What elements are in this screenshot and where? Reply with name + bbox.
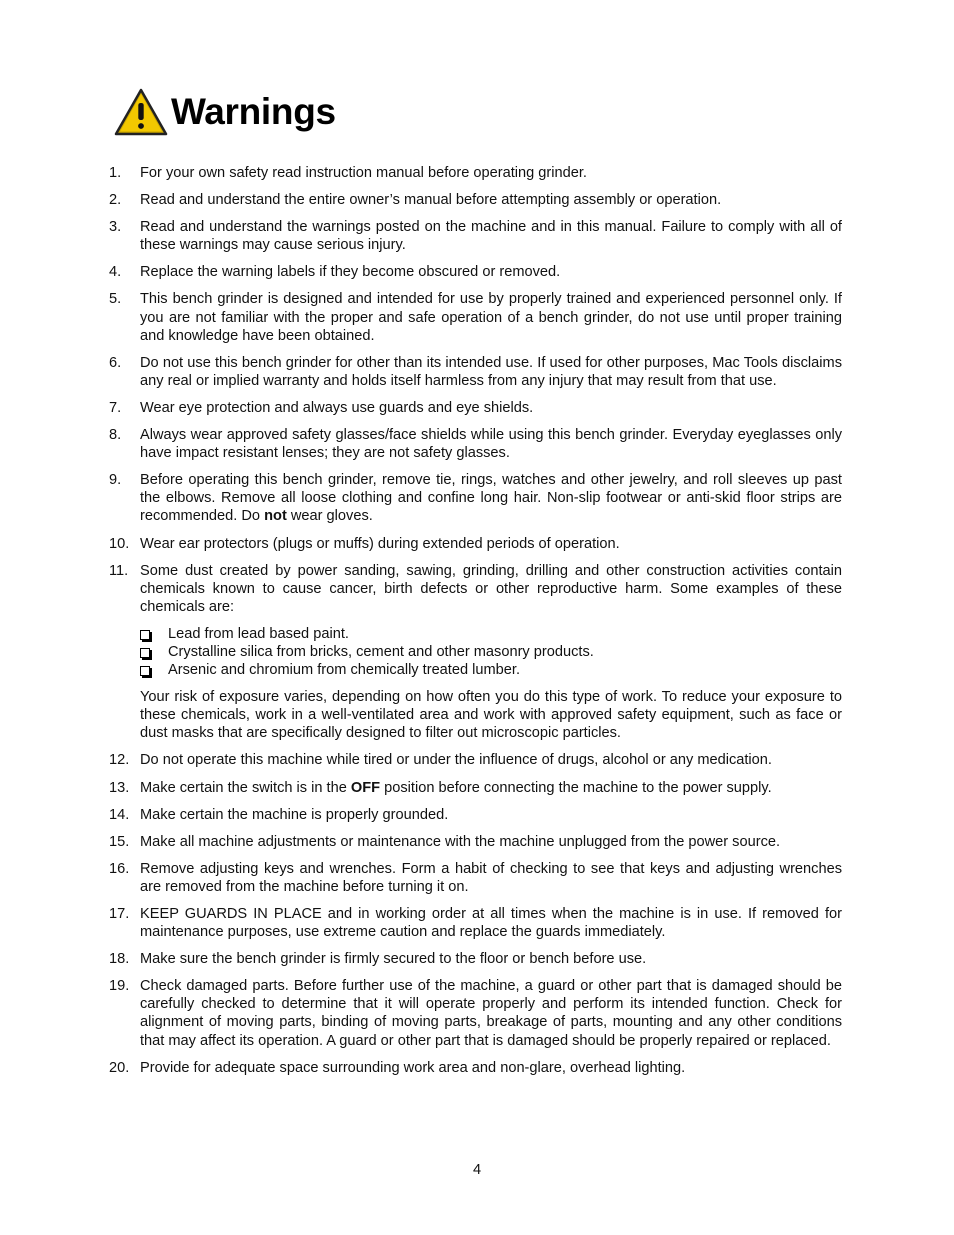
warning-triangle-icon: [113, 87, 169, 137]
item-text: Wear eye protection and always use guards and eye shields.: [140, 399, 534, 416]
warning-item: [109, 779, 842, 797]
chemical-list: [140, 625, 842, 679]
warning-item: [109, 806, 842, 824]
warning-item: [109, 860, 842, 896]
item-number: 5.: [109, 291, 122, 308]
checkbox-bullet-icon: [140, 630, 150, 640]
warning-item: [109, 218, 842, 254]
item-text: Wear ear protectors (plugs or muffs) during extended periods of operation.: [140, 535, 620, 552]
page-number: 4: [472, 1162, 482, 1178]
warning-item: [109, 354, 842, 390]
warning-item: [109, 535, 842, 553]
item-number: 18.: [109, 951, 130, 968]
item-text-part: Make certain the switch is in the: [140, 779, 351, 796]
warning-item: [109, 426, 842, 462]
item-text: Always wear approved safety glasses/face shields while using this bench grinder. Everyday eyeglasses only have impact resistant lenses; they are not safety glasses.: [140, 427, 842, 462]
item-number: 10.: [109, 535, 130, 552]
item-number: 2.: [109, 192, 122, 209]
item-text: Read and understand the warnings posted on the machine and in this manual. Failure to comply with all of these warnings may cause serious injury.: [140, 219, 842, 254]
warning-item: [109, 290, 842, 344]
item-text: Do not use this bench grinder for other than its intended use. If used for other purposes, Mac Tools disclaims any real or implied warranty and holds itself harmless from any injury that may result from that use.: [140, 354, 842, 389]
page-title: Warnings: [171, 91, 336, 132]
warning-item: [109, 977, 842, 1049]
item-number: 12.: [109, 752, 130, 769]
item-number: 14.: [109, 806, 130, 823]
item-number: 15.: [109, 833, 130, 850]
item-number: 7.: [109, 399, 122, 416]
chemical-list-item: [140, 625, 842, 643]
warning-item: [109, 950, 842, 968]
item-text: Make all machine adjustments or maintenance with the machine unplugged from the power source.: [140, 833, 781, 850]
item-text: This bench grinder is designed and intended for use by properly trained and experienced personnel only. If you are not familiar with the proper and safe operation of a bench grinder, do not use until proper training and knowledge have been obtained.: [140, 291, 842, 344]
emphasis-text: OFF: [350, 779, 381, 796]
item-text-part: Before operating this bench grinder, remove tie, rings, watches and other jewelry, and roll sleeves up past the elbows. Remove all loose clothing and confine long hair. Non-slip footwear or anti-skid floor strips are recommended. Do: [140, 472, 842, 525]
item-number: 17.: [109, 906, 130, 922]
item-number: 6.: [109, 354, 122, 371]
warning-item: [109, 471, 842, 525]
item-text: [140, 471, 842, 525]
warning-item: [109, 399, 842, 417]
item-number: 16.: [109, 860, 130, 877]
warning-item: [109, 164, 842, 182]
item-number: 11.: [109, 562, 129, 579]
emphasis-text: not: [264, 508, 287, 525]
chemical-text: Lead from lead based paint.: [168, 625, 349, 642]
item-text: Read and understand the entire owner’s manual before attempting assembly or operation.: [140, 192, 722, 209]
item-number: 13.: [109, 779, 130, 796]
warning-item: [109, 263, 842, 281]
item-text: Replace the warning labels if they become obscured or removed.: [140, 264, 561, 281]
item-number: 3.: [109, 219, 122, 236]
item-number: 9.: [109, 472, 122, 489]
item-number: 8.: [109, 427, 122, 444]
item-text: Do not operate this machine while tired or under the influence of drugs, alcohol or any medication.: [140, 752, 772, 769]
item-number: 20.: [109, 1059, 130, 1076]
chemical-list-item: [140, 643, 842, 661]
item-text: Provide for adequate space surrounding work area and non-glare, overhead lighting.: [140, 1059, 686, 1076]
checkbox-bullet-icon: [140, 666, 150, 676]
item-text: Some dust created by power sanding, sawing, grinding, drilling and other construction activities contain chemicals known to cause cancer, birth defects or other reproductive harm. Some examples of these chemicals are:: [140, 562, 842, 615]
checkbox-bullet-icon: [140, 648, 150, 658]
item-number: 4.: [109, 264, 122, 281]
item-text: Check damaged parts. Before further use of the machine, a guard or other part that is damaged should be carefully checked to determine that it will operate properly and perform its intended function. Check for alignment of moving parts, binding of moving parts, breakage of parts, mounting and any other conditions that may affect its operation. A guard or other part that is damaged should be properly repaired or replaced.: [140, 978, 842, 1049]
page-header: [113, 86, 336, 138]
exposure-paragraph: Your risk of exposure varies, depending on how often you do this type of work. To reduce your exposure to these chemicals, work in a well-ventilated area and work with approved safety equipment, such as face or dust masks that are specifically designed to filter out microscopic particles.: [140, 689, 842, 742]
item-text: Remove adjusting keys and wrenches. Form a habit of checking to see that keys and adjusting wrenches are removed from the machine before turning it on.: [140, 860, 842, 895]
warning-item: [109, 905, 842, 941]
item-text: For your own safety read instruction manual before operating grinder.: [140, 165, 587, 181]
chemical-text: Crystalline silica from bricks, cement and other masonry products.: [168, 643, 594, 660]
chemical-list-item: [140, 661, 842, 679]
item-text-part: wear gloves.: [286, 508, 373, 525]
item-number: 1.: [109, 165, 122, 181]
item-number: 19.: [109, 978, 130, 995]
item-text: Make certain the machine is properly grounded.: [140, 806, 449, 823]
warning-item: [109, 1059, 842, 1077]
chemical-text: Arsenic and chromium from chemically treated lumber.: [168, 662, 521, 679]
item-text: [140, 779, 842, 797]
item-text-part: position before connecting the machine to the power supply.: [380, 779, 772, 796]
warning-item: [109, 751, 842, 769]
item-text: Make sure the bench grinder is firmly secured to the floor or bench before use.: [140, 951, 647, 968]
item-text: KEEP GUARDS IN PLACE and in working order at all times when the machine is in use. If removed for maintenance purposes, use extreme caution and replace the guards immediately.: [140, 906, 842, 941]
warning-item: [109, 833, 842, 851]
warning-item: [109, 562, 842, 743]
warning-item: [109, 191, 842, 209]
warnings-list: [109, 164, 842, 1086]
